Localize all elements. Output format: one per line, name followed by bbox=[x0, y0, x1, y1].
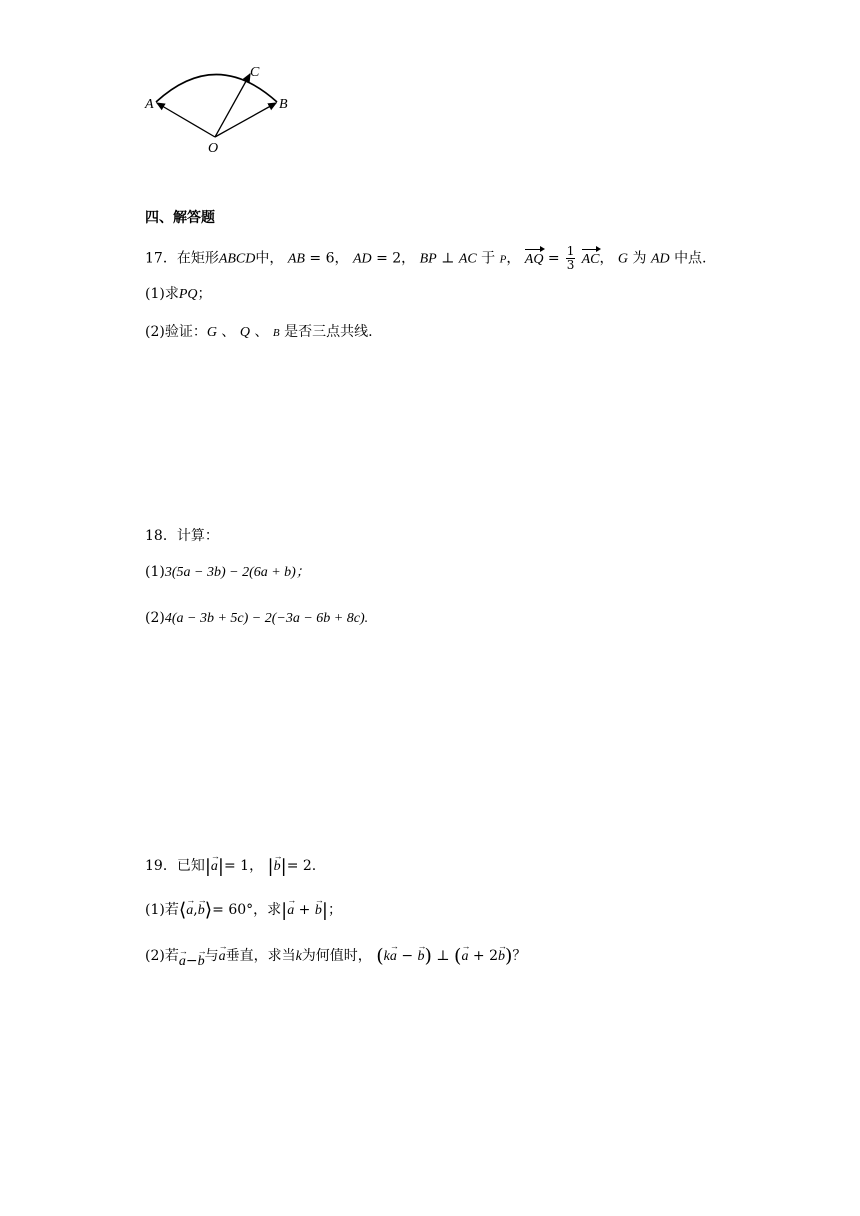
q18-part2: (2)4(a − 3b + 5c) − 2(−3a − 6b + 8c). bbox=[145, 610, 369, 626]
q18-part1: (1)3(5a − 3b) − 2(6a + b)； bbox=[145, 564, 310, 580]
vector-oa bbox=[157, 103, 215, 137]
label-c: C bbox=[250, 65, 260, 80]
label-o: O bbox=[208, 141, 219, 156]
q17-part1: (1)求PQ； bbox=[145, 286, 212, 302]
q18-part1-expression: 3(5a − 3b) − 2(6a + b)； bbox=[164, 565, 310, 580]
section-title: 四、解答题 bbox=[145, 210, 215, 226]
q18-part2-expression: 4(a − 3b + 5c) − 2(−3a − 6b + 8c). bbox=[164, 611, 369, 626]
label-a: A bbox=[145, 97, 154, 112]
vector-aq: AQ bbox=[525, 250, 544, 270]
q17-number: 17． bbox=[145, 250, 177, 267]
vector-ac: AC bbox=[582, 250, 600, 270]
q18-stem: 18．计算： bbox=[145, 528, 219, 544]
q18-number: 18． bbox=[145, 528, 177, 544]
q19-part1: (1)若⟨→ a,→ b⟩= 60°，求|→ a + → b|； bbox=[145, 900, 342, 921]
q17-part2: (2)验证：G 、 Q 、 B 是否三点共线. bbox=[145, 324, 373, 340]
sector-vector-figure bbox=[130, 55, 300, 165]
q19-number: 19． bbox=[145, 858, 177, 874]
q17-stem: 17．在矩形ABCD中， AB = 6， AD = 2， BP ⊥ AC 于 P， AQ = $\frac{1}{3}$ AC， G 为 AD 中点. bbox=[145, 244, 707, 272]
q19-stem: 19．已知|→ a|= 1， |→ b|= 2. bbox=[145, 856, 316, 877]
q19-part2: (2)若→ a−→ b与→ a垂直，求当k为何值时， (k→ a − → b) ⊥ (→ a + 2→ b)？ bbox=[145, 946, 526, 972]
label-b: B bbox=[279, 97, 288, 112]
fraction-one-third: $\frac{1}{3}$ bbox=[566, 244, 575, 272]
